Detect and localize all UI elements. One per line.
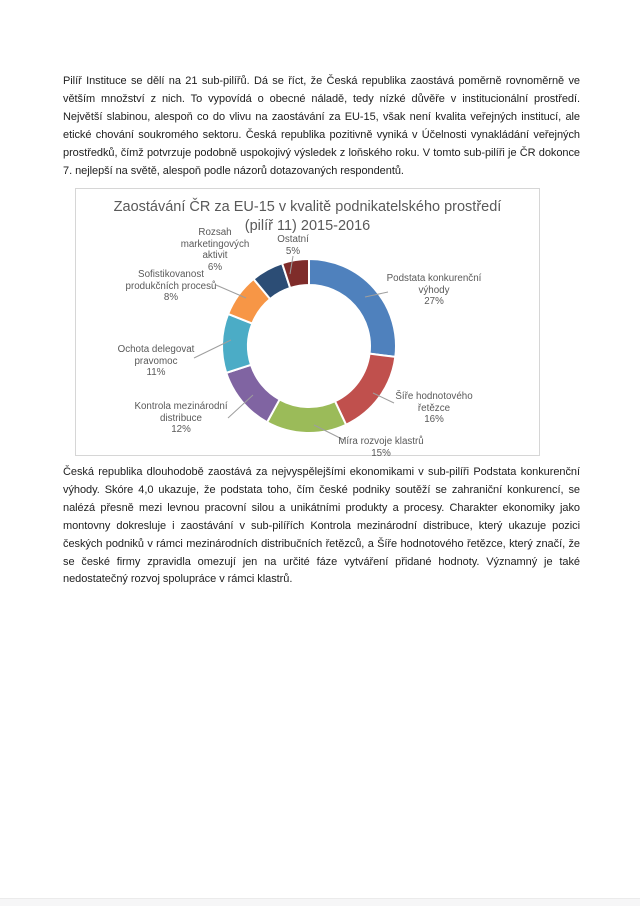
slice-label-pct: 8% [163,292,179,304]
slice-label-sofist [115,269,227,304]
slice-label-pct: 5% [285,245,301,257]
slice-label-mira [316,436,446,459]
chart-subtitle: (pilíř 11) 2015-2016 [244,218,371,234]
slice-label-pct: 6% [207,261,223,273]
slice-label-text: Rozsah marketingových aktivit [180,227,250,262]
slice-label-text: Podstata konkurenční výhody [386,273,482,296]
slice-label-text: Míra rozvoje klastrů [338,436,424,447]
slice-label-pct: 15% [371,447,391,459]
slice-label-text: Šíře hodnotového řetězce [395,391,473,414]
slice-label-pct: 16% [424,414,444,426]
slice-label-sire [387,391,481,426]
donut-slice [267,399,346,433]
slice-label-podstata [375,273,493,308]
page-bottom-edge [0,898,640,906]
slice-label-text: Ochota delegovat pravomoc [117,344,195,367]
paragraph-competitive-advantage: Česká republika dlouhodobě zaostává za nejvyspělejšími ekonomikami v sub-pilíři Podstata konkurenční výhody. Skóre 4,0 ukazuje, že podstata toho, čím české podniky soutěží se zahraniční konkurencí, se nalézá přesně mezi levnou pracovní silou a unikátními produkty a procesy. Charakter ekonomiky jako montovny dokresluje i zaostávání v sub-pilířích Kontrola mezinárodní distribuce, který ukazuje pozici českých podniků v rámci mezinárodních distribučních řetězců, a Šíře hodnotového řetězce, který značí, že se české firmy zpravidla omezují jen na určité fáze vytváření přidané hodnoty. Významný je také nedostatečný rozvoj spolupráce v rámci klastrů. [63,466,580,586]
slice-label-text: Ostatní [277,234,309,245]
chart-title: Zaostávání ČR za EU-15 v kvalitě podnikatelského prostředí [113,199,502,215]
slice-label-text: Sofistikovanost produkčních procesů [125,269,217,292]
slice-label-ochota [108,344,204,379]
slice-label-ostatni [263,234,323,257]
paragraph-institutions: Pilíř Instituce se dělí na 21 sub-pilířů. Dá se říct, že Česká republika zaostává poměrně rovnoměrně ve větším množství z nich. To vypovídá o obecné náladě, tedy nízké důvěře v institucionální prostředí. Největší slabinou, alespoň co do vlivu na zaostávání za EU-15, však není kvalita veřejných institucí, ale etické chování soukromého sektoru. Česká republika pozitivně vyniká v Účelnosti vynakládání veřejných prostředků, čímž potvrzuje podobně uspokojivý výsledek z loňského roku. V tomto sub-pilíři je ČR dokonce 7. nejlepší na světě, alespoň podle názorů dotazovaných respondentů. [63,75,580,177]
slice-label-rozsah [177,227,253,273]
slice-label-pct: 27% [424,296,444,308]
slice-label-pct: 11% [146,367,166,379]
chart-container [75,188,540,459]
slice-label-pct: 12% [171,424,191,436]
slice-label-kontrola [125,401,237,436]
slice-label-text: Kontrola mezinárodní distribuce [134,401,228,424]
